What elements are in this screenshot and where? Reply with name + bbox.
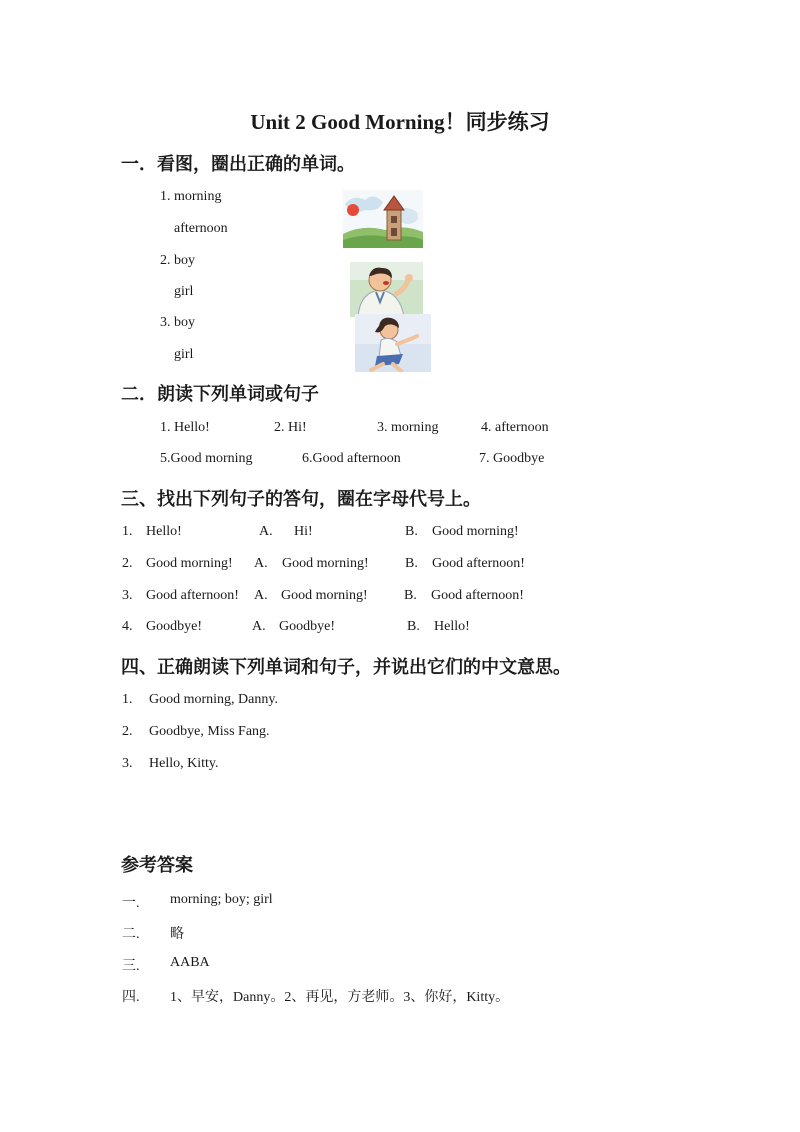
s1-item-2-line1: 2. boy: [160, 253, 195, 268]
s3-question: Hello!: [146, 524, 182, 539]
answer-num: 一.: [122, 896, 140, 911]
answer-num: 四.: [122, 990, 140, 1005]
s4-sentence: Goodbye, Miss Fang.: [149, 724, 270, 739]
s3-q-num: 4.: [122, 619, 133, 634]
answer-text: morning; boy; girl: [170, 892, 273, 907]
answer-num: 三.: [122, 959, 140, 974]
s3-q-num: 2.: [122, 556, 133, 571]
s3-option-a-label: A.: [252, 619, 266, 634]
s3-option-a: Goodbye!: [279, 619, 335, 634]
tower-and-sun-icon: [343, 190, 423, 248]
s4-sentence: Good morning, Danny.: [149, 692, 278, 707]
s3-option-b: Hello!: [434, 619, 470, 634]
boy-waving-icon: [350, 262, 423, 317]
page-title: Unit 2 Good Morning！同步练习: [250, 110, 550, 134]
s4-sentence: Hello, Kitty.: [149, 756, 219, 771]
s2-word: 6.Good afternoon: [302, 451, 401, 466]
s3-question: Goodbye!: [146, 619, 202, 634]
section-2-heading: 二．朗读下列单词或句子: [121, 384, 319, 405]
s3-q-num: 1.: [122, 524, 133, 539]
s2-word: 2. Hi!: [274, 420, 307, 435]
s4-num: 1.: [122, 692, 133, 707]
s2-word: 1. Hello!: [160, 420, 210, 435]
s3-question: Good morning!: [146, 556, 233, 571]
answer-num: 二.: [122, 927, 140, 942]
s3-option-b: Good afternoon!: [432, 556, 525, 571]
answer-text: 略: [170, 927, 184, 942]
s2-word: 3. morning: [377, 420, 439, 435]
s2-word: 7. Goodbye: [479, 451, 545, 466]
s3-question: Good afternoon!: [146, 588, 239, 603]
s1-item-3-line2: girl: [174, 347, 194, 362]
s1-item-2-line2: girl: [174, 284, 194, 299]
section-1-heading: 一．看图，圈出正确的单词。: [121, 154, 355, 175]
s4-num: 2.: [122, 724, 133, 739]
section-3-heading: 三、找出下列句子的答句，圈在字母代号上。: [121, 489, 481, 510]
s1-item-3-line1: 3. boy: [160, 315, 195, 330]
s3-option-a: Good morning!: [282, 556, 369, 571]
s3-option-a-label: A.: [254, 556, 268, 571]
s1-item-1-line1: 1. morning: [160, 189, 222, 204]
girl-running-icon: [355, 314, 431, 372]
s2-word: 4. afternoon: [481, 420, 549, 435]
s3-option-b: Good afternoon!: [431, 588, 524, 603]
s2-word: 5.Good morning: [160, 451, 253, 466]
s3-option-a-label: A.: [259, 524, 273, 539]
s3-option-b-label: B.: [407, 619, 420, 634]
s1-item-1-line2: afternoon: [174, 221, 228, 236]
s3-q-num: 3.: [122, 588, 133, 603]
section-4-heading: 四、正确朗读下列单词和句子，并说出它们的中文意思。: [121, 657, 571, 678]
answers-heading: 参考答案: [121, 855, 193, 876]
s4-num: 3.: [122, 756, 133, 771]
s3-option-a: Good morning!: [281, 588, 368, 603]
s3-option-a-label: A.: [254, 588, 268, 603]
answer-text: 1、早安，Danny。2、再见，方老师。3、你好，Kitty。: [170, 990, 510, 1005]
answer-text: AABA: [170, 955, 210, 970]
s3-option-b: Good morning!: [432, 524, 519, 539]
s3-option-b-label: B.: [405, 524, 418, 539]
s3-option-a: Hi!: [294, 524, 313, 539]
s3-option-b-label: B.: [404, 588, 417, 603]
s3-option-b-label: B.: [405, 556, 418, 571]
